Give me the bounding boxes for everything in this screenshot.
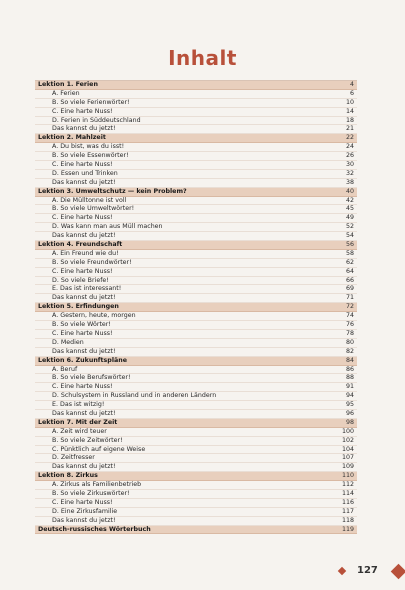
toc-entry-title: D. Medien xyxy=(52,338,84,346)
toc-entry-title: Lektion 6. Zukunftspläne xyxy=(38,356,127,364)
toc-page-number: 54 xyxy=(345,232,354,240)
toc-entry-row xyxy=(35,152,357,161)
toc-entry-row xyxy=(35,454,357,463)
toc-entry-title: C. Eine harte Nuss! xyxy=(52,107,113,115)
toc-entry-title: A. Zirkus als Familienbetrieb xyxy=(52,481,142,489)
toc-page-number: 62 xyxy=(345,258,354,266)
toc-entry-row xyxy=(35,205,357,214)
toc-entry-row xyxy=(35,90,357,99)
toc-entry-title: A. Beruf xyxy=(52,365,78,373)
toc-page-number: 21 xyxy=(345,125,354,133)
toc-entry-title: Das kannst du jetzt! xyxy=(52,178,116,186)
toc-page-number: 88 xyxy=(345,374,354,382)
toc-entry-title: A. Ein Freund wie du! xyxy=(52,249,119,257)
toc-entry-title: Deutsch-russisches Wörterbuch xyxy=(38,525,151,533)
toc-entry-row xyxy=(35,99,357,108)
toc-page-number: 96 xyxy=(345,409,354,417)
toc-entry-row xyxy=(35,392,357,401)
toc-entry-title: B. So viele Zirkuswörter! xyxy=(52,489,130,497)
toc-page-number: 26 xyxy=(345,152,354,160)
toc-page-number: 91 xyxy=(345,383,354,391)
toc-page-number: 95 xyxy=(345,401,354,409)
toc-entry-title: D. Was kann man aus Müll machen xyxy=(52,223,163,231)
toc-entry-row xyxy=(35,446,357,455)
toc-entry-row xyxy=(35,517,357,526)
toc-entry-row xyxy=(35,383,357,392)
toc-entry-row xyxy=(35,321,357,330)
toc-entry-title: C. Eine harte Nuss! xyxy=(52,267,113,275)
toc-page-number: 112 xyxy=(341,481,354,489)
toc-entry-row xyxy=(35,490,357,499)
toc-entry-title: B. So viele Freundwörter! xyxy=(52,258,132,266)
toc-entry-title: C. Eine harte Nuss! xyxy=(52,214,113,222)
diamond-ornament-icon xyxy=(338,567,346,575)
page-number: 127 xyxy=(357,565,378,576)
page-title: Inhalt xyxy=(168,46,237,70)
toc-entry-row xyxy=(35,197,357,206)
toc-page-number: 116 xyxy=(341,498,354,506)
toc-page-number: 102 xyxy=(341,436,354,444)
toc-entry-title: C. Eine harte Nuss! xyxy=(52,161,113,169)
toc-entry-title: D. Eine Zirkusfamilie xyxy=(52,507,118,515)
toc-entry-title: B. So viele Berufswörter! xyxy=(52,374,131,382)
toc-entry-row xyxy=(35,508,357,517)
toc-page-number: 84 xyxy=(345,356,354,364)
toc-entry-row xyxy=(35,277,357,286)
toc-page-number: 72 xyxy=(345,303,354,311)
toc-entry-title: Das kannst du jetzt! xyxy=(52,294,116,302)
toc-entry-row xyxy=(35,410,357,419)
toc-entry-title: A. Zeit wird teuer xyxy=(52,427,107,435)
toc-entry-title: E. Das ist interessant! xyxy=(52,285,122,293)
toc-page-number: 78 xyxy=(345,329,354,337)
toc-entry-row xyxy=(35,294,357,303)
toc-page-number: 107 xyxy=(341,454,354,462)
toc-page-number: 76 xyxy=(345,321,354,329)
toc-lesson-row xyxy=(35,419,357,428)
toc-page-number: 22 xyxy=(345,134,354,142)
toc-page-number: 42 xyxy=(345,196,354,204)
toc-page-number: 30 xyxy=(345,161,354,169)
toc-lesson-row xyxy=(35,188,357,197)
toc-page-number: 14 xyxy=(345,107,354,115)
toc-entry-row xyxy=(35,481,357,490)
toc-entry-row xyxy=(35,374,357,383)
toc-entry-row xyxy=(35,348,357,357)
toc-entry-title: Lektion 8. Zirkus xyxy=(38,472,98,480)
toc-entry-title: E. Das ist witzig! xyxy=(52,401,105,409)
toc-lesson-row xyxy=(35,81,357,90)
toc-page-number: 24 xyxy=(345,143,354,151)
toc-entry-title: A. Du bist, was du isst! xyxy=(52,143,125,151)
toc-entry-title: A. Die Mülltonne ist voll xyxy=(52,196,127,204)
toc-entry-title: A. Gestern, heute, morgen xyxy=(52,312,136,320)
toc-page-number: 94 xyxy=(345,392,354,400)
toc-page-number: 110 xyxy=(341,472,354,480)
toc-entry-row xyxy=(35,285,357,294)
toc-entry-row xyxy=(35,108,357,117)
toc-page-number: 86 xyxy=(345,365,354,373)
toc-page-number: 38 xyxy=(345,178,354,186)
toc-page-number: 58 xyxy=(345,249,354,257)
toc-lesson-row xyxy=(35,134,357,143)
toc-page-number: 49 xyxy=(345,214,354,222)
toc-entry-title: Lektion 3. Umweltschutz — kein Problem? xyxy=(38,187,187,195)
toc-lesson-row xyxy=(35,526,357,535)
toc-entry-row xyxy=(35,117,357,126)
toc-entry-row xyxy=(35,170,357,179)
toc-lesson-row xyxy=(35,357,357,366)
toc-entry-row xyxy=(35,143,357,152)
toc-entry-row xyxy=(35,366,357,375)
toc-entry-title: Das kannst du jetzt! xyxy=(52,125,116,133)
toc-entry-row xyxy=(35,232,357,241)
toc-entry-row xyxy=(35,312,357,321)
toc-page-number: 109 xyxy=(341,463,354,471)
toc-page-number: 119 xyxy=(341,525,354,533)
toc-entry-title: Das kannst du jetzt! xyxy=(52,409,116,417)
toc-entry-row xyxy=(35,125,357,134)
toc-page-number: 6 xyxy=(349,89,354,97)
toc-page-number: 66 xyxy=(345,276,354,284)
toc-page-number: 114 xyxy=(341,489,354,497)
toc-page-number: 10 xyxy=(345,98,354,106)
toc-entry-title: Das kannst du jetzt! xyxy=(52,232,116,240)
toc-entry-title: D. Essen und Trinken xyxy=(52,169,118,177)
toc-entry-row xyxy=(35,161,357,170)
toc-entry-title: B. So viele Umweltwörter! xyxy=(52,205,135,213)
toc-entry-title: B. So viele Ferienwörter! xyxy=(52,98,130,106)
toc-entry-row xyxy=(35,428,357,437)
toc-lesson-row xyxy=(35,241,357,250)
toc-entry-row xyxy=(35,437,357,446)
toc-page-number: 64 xyxy=(345,267,354,275)
toc-entry-row xyxy=(35,339,357,348)
toc-page-number: 82 xyxy=(345,347,354,355)
toc-entry-title: B. So viele Wörter! xyxy=(52,321,111,329)
toc-page-number: 118 xyxy=(341,516,354,524)
toc-entry-title: C. Eine harte Nuss! xyxy=(52,383,113,391)
toc-entry-title: D. Ferien in Süddeutschland xyxy=(52,116,141,124)
toc-entry-title: Lektion 1. Ferien xyxy=(38,81,98,88)
toc-entry-row xyxy=(35,223,357,232)
toc-entry-row xyxy=(35,401,357,410)
toc-entry-row xyxy=(35,268,357,277)
toc-entry-title: C. Pünktlich auf eigene Weise xyxy=(52,445,146,453)
toc-page-number: 117 xyxy=(341,507,354,515)
toc-entry-title: Lektion 7. Mit der Zeit xyxy=(38,418,118,426)
toc-page-number: 100 xyxy=(341,427,354,435)
toc-entry-title: D. Schulsystem in Russland und in anderen Ländern xyxy=(52,392,217,400)
toc-entry-row xyxy=(35,499,357,508)
toc-entry-row xyxy=(35,463,357,472)
toc-entry-title: A. Ferien xyxy=(52,89,80,97)
toc-page-number: 32 xyxy=(345,169,354,177)
toc-lesson-row xyxy=(35,472,357,481)
toc-entry-row xyxy=(35,179,357,188)
toc-entry-title: D. Zeitfresser xyxy=(52,454,95,462)
toc-entry-title: Das kannst du jetzt! xyxy=(52,516,116,524)
toc-entry-title: Das kannst du jetzt! xyxy=(52,347,116,355)
toc-entry-title: B. So viele Zeitwörter! xyxy=(52,436,123,444)
toc-entry-row xyxy=(35,330,357,339)
toc-entry-title: Lektion 2. Mahlzeit xyxy=(38,134,106,142)
toc-entry-row xyxy=(35,214,357,223)
toc-page-number: 52 xyxy=(345,223,354,231)
toc-page-number: 69 xyxy=(345,285,354,293)
toc-entry-row xyxy=(35,259,357,268)
toc-entry-title: C. Eine harte Nuss! xyxy=(52,498,113,506)
toc-page-number: 71 xyxy=(345,294,354,302)
toc-page-number: 4 xyxy=(349,81,354,88)
toc-page-number: 74 xyxy=(345,312,354,320)
toc-entry-title: D. So viele Briefe! xyxy=(52,276,109,284)
toc-page-number: 18 xyxy=(345,116,354,124)
toc-entry-title: Lektion 5. Erfindungen xyxy=(38,303,119,311)
diamond-ornament-icon xyxy=(391,564,405,580)
toc-entry-row xyxy=(35,250,357,259)
page-footer xyxy=(335,565,405,579)
toc-page-number: 104 xyxy=(341,445,354,453)
toc-entry-title: B. So viele Essenwörter! xyxy=(52,152,129,160)
toc-page-number: 45 xyxy=(345,205,354,213)
table-of-contents xyxy=(35,80,357,534)
toc-page-number: 80 xyxy=(345,338,354,346)
toc-entry-title: C. Eine harte Nuss! xyxy=(52,329,113,337)
toc-page-number: 98 xyxy=(345,418,354,426)
toc-page-number: 40 xyxy=(345,187,354,195)
toc-entry-title: Das kannst du jetzt! xyxy=(52,463,116,471)
toc-lesson-row xyxy=(35,303,357,312)
toc-page-number: 56 xyxy=(345,241,354,249)
toc-entry-title: Lektion 4. Freundschaft xyxy=(38,241,123,249)
